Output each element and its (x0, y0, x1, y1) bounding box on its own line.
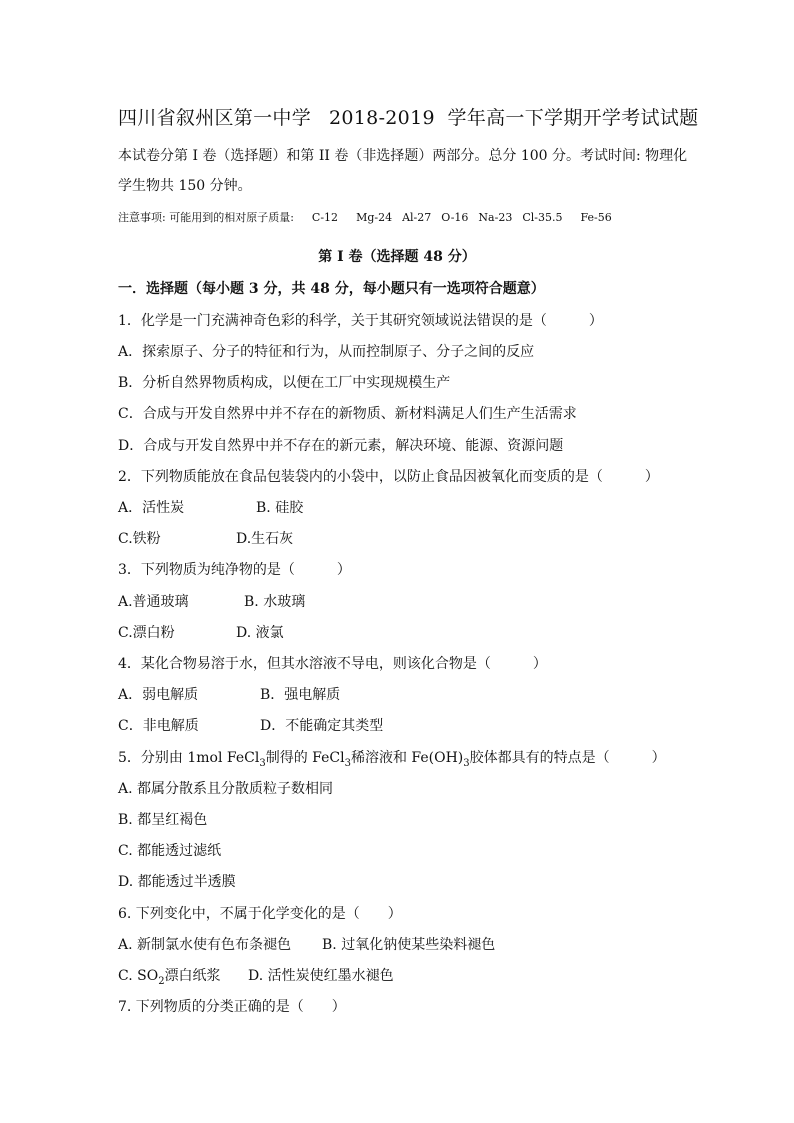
q5-stem (118, 749, 666, 767)
q4-option-a: A．弱电解质 (118, 687, 199, 703)
q2-options-cd (118, 530, 293, 548)
q6-option-c-subscript: 2 (158, 975, 165, 987)
q4-options-cd (118, 717, 383, 735)
q6-option-c-part-2: 漂白纸浆 (164, 968, 221, 984)
q4-option-b: B．强电解质 (260, 687, 341, 703)
q4-option-d: D．不能确定其类型 (260, 718, 384, 734)
q5-subscript-1: 3 (259, 757, 266, 769)
q2-option-b: B. 硅胶 (256, 500, 304, 516)
q5-option-c: C. 都能透过滤纸 (118, 843, 222, 859)
q5-subscript-3: 3 (463, 757, 470, 769)
q6-option-c-part-1: C. SO (118, 968, 159, 984)
q5-stem-part-4: 胶体都具有的特点是（ ） (469, 750, 666, 766)
q5-option-a: A. 都属分散系且分散质粒子数相同 (118, 781, 334, 797)
title-school: 四川省叙州区第一中学 (118, 107, 312, 129)
q5-subscript-2: 3 (344, 757, 351, 769)
q2-stem: 2．下列物质能放在食品包装袋内的小袋中，以防止食品因被氧化而变质的是（ ） (118, 469, 659, 485)
q6-options-ab (118, 936, 495, 954)
intro-line-2: 学生物共 150 分钟。 (118, 178, 252, 194)
q6-option-b: B. 过氧化钠使某些染料褪色 (322, 937, 496, 953)
mass-o: O-16 (441, 211, 469, 224)
q4-stem: 4．某化合物易溶于水，但其水溶液不导电，则该化合物是（ ） (118, 656, 547, 672)
q4-option-c: C．非电解质 (118, 718, 199, 734)
intro-line-1: 本试卷分第 I 卷（选择题）和第 II 卷（非选择题）两部分。总分 100 分。考试时间: 物理化 (118, 148, 688, 164)
q3-option-d: D. 液氯 (236, 625, 284, 641)
q1-option-c: C．合成与开发自然界中并不存在的新物质、新材料满足人们生产生活需求 (118, 406, 577, 422)
q6-option-d: D. 活性炭使红墨水褪色 (248, 968, 394, 984)
q2-option-d: D.生石灰 (236, 531, 294, 547)
notes-line (118, 209, 612, 227)
part-heading: 一．选择题（每小题 3 分，共 48 分，每小题只有一选项符合题意） (118, 281, 545, 297)
q1-option-d: D．合成与开发自然界中并不存在的新元素，解决环境、能源、资源问题 (118, 438, 564, 454)
q5-option-d: D. 都能透过半透膜 (118, 874, 236, 890)
q1-stem: 1．化学是一门充满神奇色彩的科学，关于其研究领域说法错误的是（ ） (118, 313, 603, 329)
q3-option-b: B. 水玻璃 (244, 594, 306, 610)
q3-option-a: A.普通玻璃 (118, 594, 189, 610)
mass-c: C-12 (311, 211, 339, 224)
q5-option-b: B. 都呈红褐色 (118, 812, 208, 828)
q2-options-ab (118, 499, 303, 517)
mass-fe: Fe-56 (580, 211, 612, 224)
notes-label: 注意事项: 可能用到的相对原子质量: (118, 211, 294, 224)
mass-mg: Mg-24 (356, 211, 393, 224)
q3-stem: 3．下列物质为纯净物的是（ ） (118, 562, 351, 578)
section-heading: 第 I 卷（选择题 48 分） (318, 249, 476, 265)
q2-option-c: C.铁粉 (118, 531, 161, 547)
q4-options-ab (118, 686, 340, 704)
page-title (118, 106, 698, 130)
q7-stem: 7. 下列物质的分类正确的是（ ） (118, 999, 346, 1015)
q1-option-a: A．探索原子、分子的特征和行为，从而控制原子、分子之间的反应 (118, 344, 535, 360)
mass-na: Na-23 (478, 211, 513, 224)
q5-stem-part-2: 制得的 FeCl (265, 750, 345, 766)
q6-stem: 6. 下列变化中，不属于化学变化的是（ ） (118, 906, 402, 922)
q3-options-ab (118, 593, 305, 611)
title-rest: 学年高一下学期开学考试试题 (447, 107, 699, 129)
q5-stem-part-3: 稀溶液和 Fe(OH) (350, 750, 464, 766)
q1-option-b: B．分析自然界物质构成，以便在工厂中实现规模生产 (118, 375, 451, 391)
q6-options-cd (118, 967, 394, 985)
q3-options-cd (118, 624, 284, 642)
q5-stem-part-1: 5．分别由 1mol FeCl (118, 750, 260, 766)
q2-option-a: A．活性炭 (118, 500, 185, 516)
q3-option-c: C.漂白粉 (118, 625, 175, 641)
q6-option-c (118, 967, 248, 985)
mass-al: Al-27 (402, 211, 432, 224)
mass-cl: Cl-35.5 (522, 211, 563, 224)
title-years: 2018-2019 (329, 107, 435, 129)
q6-option-a: A. 新制氯水使有色布条褪色 (118, 937, 292, 953)
